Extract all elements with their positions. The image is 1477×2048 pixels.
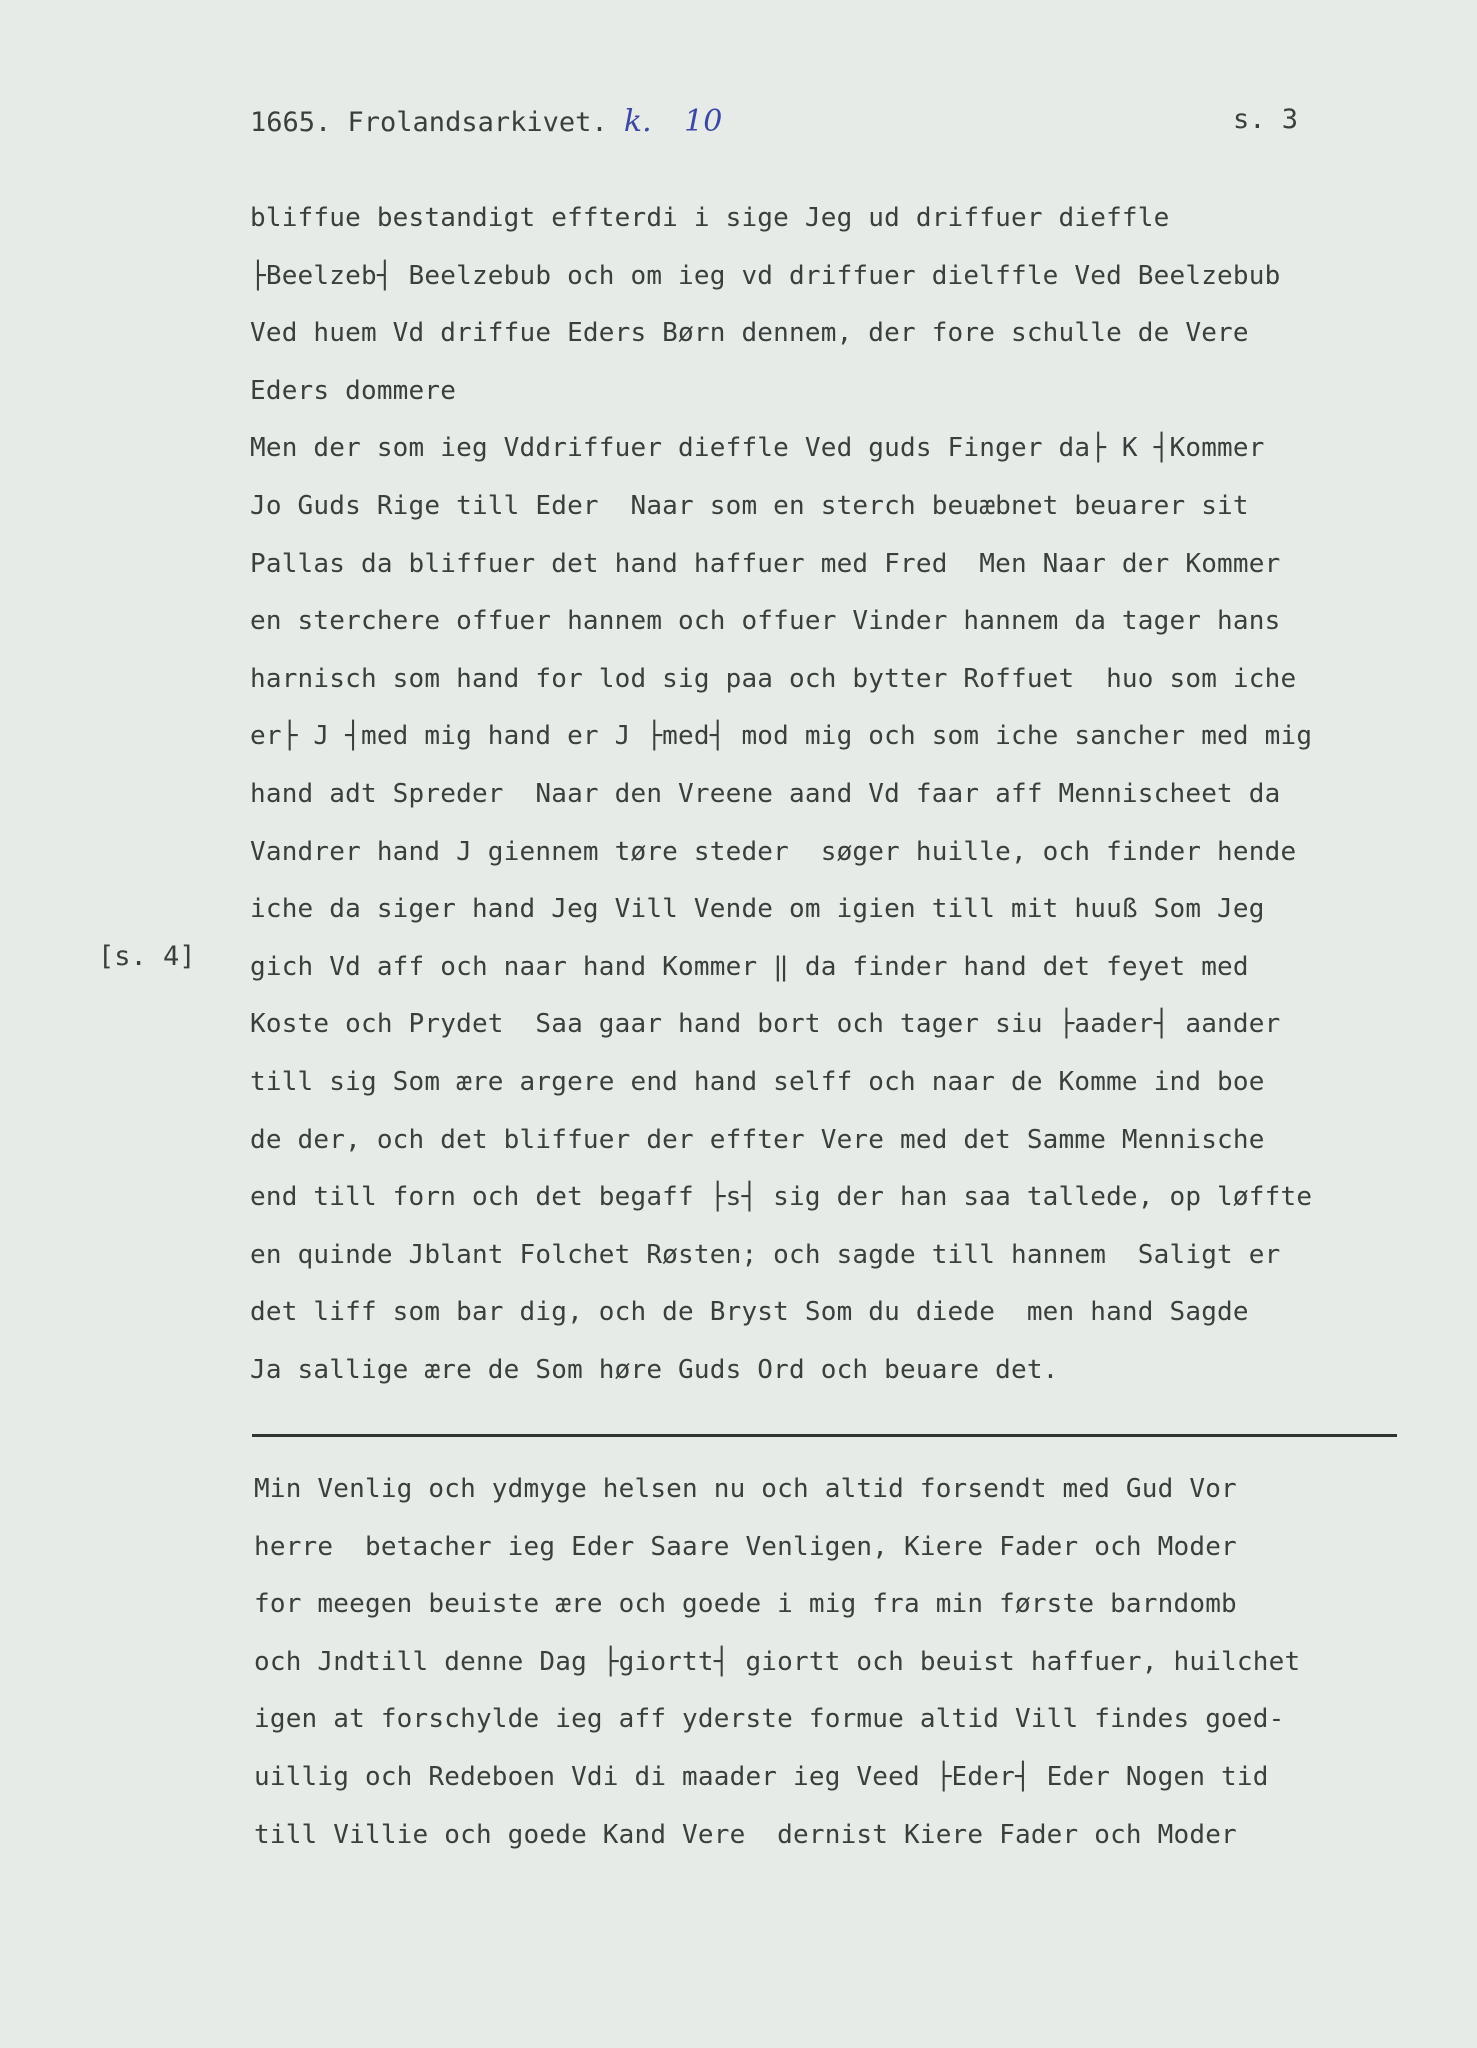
text-line: Ja sallige ære de Som høre Guds Ord och beuare det. — [250, 1354, 1059, 1385]
text-line: Eders dommere — [250, 375, 457, 406]
text-line: de der, och det bliffuer der effter Vere med det Samme Mennische — [250, 1124, 1265, 1155]
text-line: en sterchere offuer hannem och offuer Vinder hannem da tager hans — [250, 606, 1281, 637]
text-line: Koste och Prydet Saa gaar hand bort och tager siu ├aader┤ aander — [250, 1009, 1281, 1040]
text-line: till sig Som ære argere end hand selff och naar de Komme ind boe — [250, 1066, 1265, 1097]
text-line: harnisch som hand for lod sig paa och bytter Roffuet huo som iche — [250, 663, 1297, 694]
text-line: det liff som bar dig, och de Bryst Som du diede men hand Sagde — [250, 1297, 1249, 1328]
text-line: bliffue bestandigt effterdi i sige Jeg ud driffuer dieffle — [250, 203, 1170, 233]
text-line: Jo Guds Rige till Eder Naar som en sterch beuæbnet beuarer sit — [250, 490, 1249, 521]
text-line: for meegen beuiste ære och goede i mig fra min første barndomb — [254, 1589, 1237, 1620]
text-line: herre betacher ieg Eder Saare Venligen, Kiere Fader och Moder — [254, 1531, 1237, 1562]
text-line: till Villie och goede Kand Vere dernist Kiere Fader och Moder — [254, 1819, 1237, 1850]
transcription-section-2 — [254, 1461, 1434, 1864]
text-line: igen at forschylde ieg aff yderste formue altid Vill findes goed- — [254, 1704, 1285, 1735]
page-number: s. 3 — [1233, 104, 1299, 135]
section-divider — [252, 1434, 1397, 1437]
page-header — [250, 104, 722, 139]
text-line: iche da siger hand Jeg Vill Vende om igien till mit huuß Som Jeg — [250, 894, 1265, 925]
text-line: uillig och Redeboen Vdi di maader ieg Veed ├Eder┤ Eder Nogen tid — [254, 1761, 1269, 1792]
text-line: Min Venlig och ydmyge helsen nu och altid forsendt med Gud Vor — [254, 1474, 1237, 1504]
text-line: Ved huem Vd driffue Eders Børn dennem, der fore schulle de Vere — [250, 318, 1249, 349]
text-line: hand adt Spreder Naar den Vreene aand Vd faar aff Mennischeet da — [250, 778, 1281, 809]
text-line: gich Vd aff och naar hand Kommer ‖ da finder hand det feyet med — [250, 951, 1249, 982]
text-line: ├Beelzeb┤ Beelzebub och om ieg vd driffuer dielffle Ved Beelzebub — [250, 260, 1281, 291]
text-line: Men der som ieg Vddriffuer dieffle Ved guds Finger da├ K ┤Kommer — [250, 433, 1265, 464]
text-line: en quinde Jblant Folchet Røsten; och sagde till hannem Saligt er — [250, 1239, 1281, 1270]
handwritten-annotation-k: k. — [623, 104, 652, 139]
handwritten-annotation-number: 10 — [684, 104, 723, 139]
text-line: och Jndtill denne Dag ├giortt┤ giortt och beuist haffuer, huilchet — [254, 1646, 1301, 1677]
text-line: er├ J ┤med mig hand er J ├med┤ mod mig och som iche sancher med mig — [250, 721, 1313, 752]
header-archive-title: 1665. Frolandsarkivet. — [250, 107, 608, 138]
transcription-section-1 — [250, 190, 1430, 1399]
margin-page-reference: [s. 4] — [98, 941, 196, 972]
text-line: Vandrer hand J giennem tøre steder søger huille, och finder hende — [250, 836, 1297, 867]
text-line: Pallas da bliffuer det hand haffuer med Fred Men Naar der Kommer — [250, 548, 1281, 579]
text-line: end till forn och det begaff ├s┤ sig der han saa tallede, op løffte — [250, 1182, 1313, 1213]
